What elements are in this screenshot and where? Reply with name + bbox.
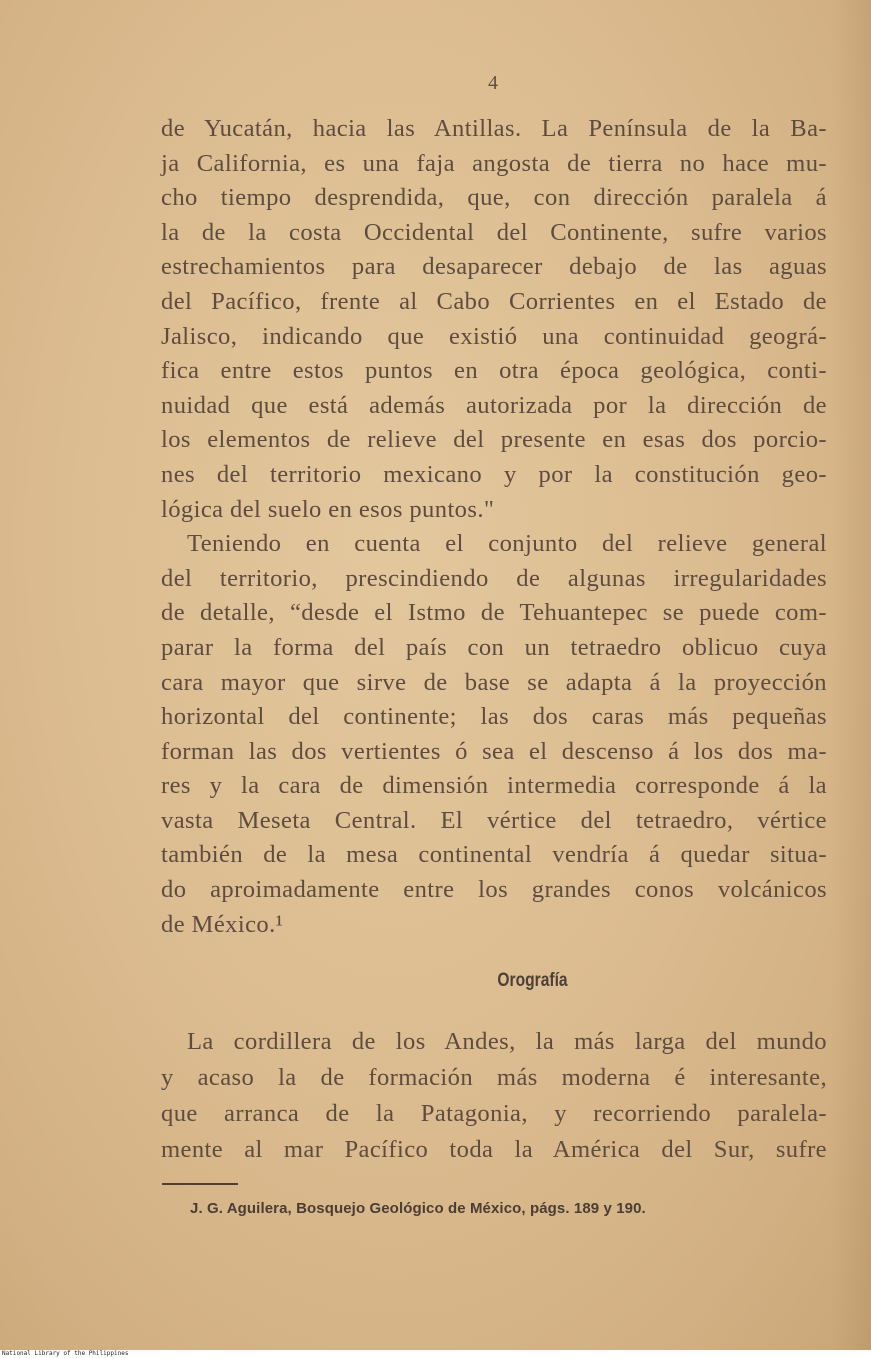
text-line: estrechamientos para desaparecer debajo de las aguas (161, 253, 827, 281)
text-line: de detalle, “desde el Istmo de Tehuantepec se puede com- (161, 599, 827, 627)
text-line: la de la costa Occidental del Continente, sufre varios (161, 218, 827, 246)
text-line: de Yucatán, hacia las Antillas. La Península de la Ba- (161, 115, 827, 142)
text-line: forman las dos vertientes ó sea el descenso á los dos ma- (161, 737, 827, 765)
section-heading: Orografía (497, 970, 568, 991)
text-line: vasta Meseta Central. El vértice del tetraedro, vértice (161, 806, 827, 834)
text-line: los elementos de relieve del presente en esas dos porcio- (161, 426, 827, 454)
footnote: J. G. Aguilera, Bosquejo Geológico de México, págs. 189 y 190. (190, 1200, 646, 1217)
footer-strip (0, 1350, 871, 1358)
text-line: cara mayor que sirve de base se adapta á la proyección (161, 668, 827, 696)
text-line: res y la cara de dimensión intermedia corresponde á la (161, 772, 827, 800)
text-line: y acaso la de formación más moderna é interesante, (161, 1064, 827, 1091)
library-credit: National Library of the Philippines (2, 1350, 129, 1357)
text-line: Teniendo en cuenta el conjunto del relieve general (187, 530, 827, 558)
text-line: lógica del suelo en esos puntos." (161, 495, 495, 523)
text-line: nuidad que está además autorizada por la dirección de (161, 391, 827, 419)
text-line: fica entre estos puntos en otra época geológica, conti- (161, 357, 827, 385)
text-line: Jalisco, indicando que existió una continuidad geográ- (161, 322, 827, 350)
text-line: nes del territorio mexicano y por la constitución geo- (161, 460, 827, 488)
page-number: 4 (488, 72, 498, 94)
text-line: del Pacífico, frente al Cabo Corrientes en el Estado de (161, 287, 827, 315)
text-line: parar la forma del país con un tetraedro oblicuo cuya (161, 633, 827, 661)
footnote-rule (162, 1183, 238, 1185)
text-line: ja California, es una faja angosta de tierra no hace mu- (161, 149, 827, 177)
paragraph-block (161, 1024, 827, 1168)
text-line: también de la mesa continental vendría á quedar situa- (161, 841, 827, 869)
text-line: mente al mar Pacífico toda la América del Sur, sufre (161, 1136, 827, 1163)
text-line: del territorio, prescindiendo de algunas irregularidades (161, 564, 827, 592)
text-line: horizontal del continente; las dos caras más pequeñas (161, 703, 827, 731)
text-line: do aproimadamente entre los grandes conos volcánicos (161, 876, 827, 904)
text-line: La cordillera de los Andes, la más larga del mundo (187, 1028, 827, 1055)
paragraph-block (161, 112, 827, 942)
text-line: cho tiempo desprendida, que, con dirección paralela á (161, 184, 827, 212)
text-line: que arranca de la Patagonia, y recorriendo paralela- (161, 1100, 827, 1127)
text-line: de México.¹ (161, 910, 284, 938)
